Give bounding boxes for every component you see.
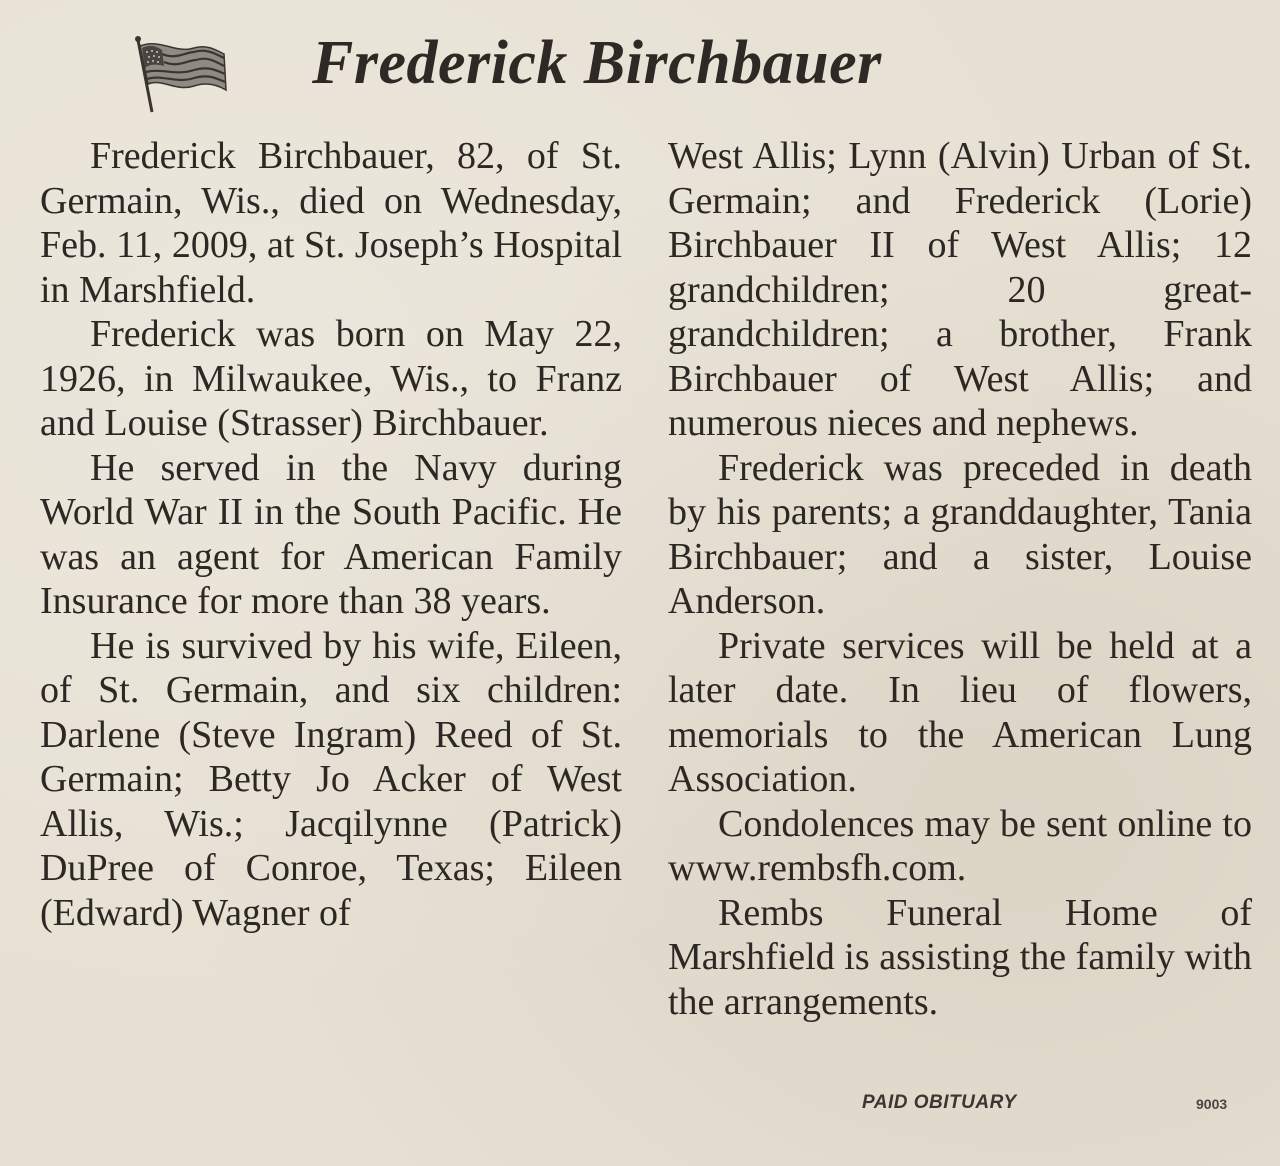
right-column xyxy=(668,134,1252,1024)
paid-obituary-label: PAID OBITUARY xyxy=(862,1092,1017,1113)
paragraph: Frederick was born on May 22, 1926, in Milwaukee, Wis., to Franz and Louise (Strasser) Birchbauer. xyxy=(40,313,622,444)
paragraph: Rembs Funeral Home of Marshfield is assisting the family with the arrangements. xyxy=(668,891,1252,1023)
obituary-title: Frederick Birchbauer xyxy=(312,29,882,97)
left-column xyxy=(40,134,622,935)
american-flag-icon xyxy=(132,32,228,118)
paragraph: Private services will be held at a later date. In lieu of flowers, memorials to the American Lung Association. xyxy=(668,624,1252,800)
paragraph: He served in the Navy during World War II in the South Pacific. He was an agent for American Family Insurance for more than 38 years. xyxy=(40,446,622,622)
paragraph: He is survived by his wife, Eileen, of St. Germain, and six children: Darlene (Steve Ingram) Reed of St. Germain; Betty Jo Acker of West Allis, Wis.; Jacqilynne (Patrick) DuPree of Conroe, Texas; Eileen (Edward) Wagner of xyxy=(40,624,622,934)
paragraph: West Allis; Lynn (Alvin) Urban of St. Germain; and Frederick (Lorie) Birchbauer II of West Allis; 12 grandchildren; 20 great-grandchildren; a brother, Frank Birchbauer of West Allis; and numerous nieces and nephews. xyxy=(668,135,1252,444)
obituary-footer xyxy=(0,1092,1280,1122)
paragraph: Frederick was preceded in death by his parents; a granddaughter, Tania Birchbauer; and a sister, Louise Anderson. xyxy=(668,446,1252,622)
ad-code: 9003 xyxy=(1196,1096,1228,1112)
obituary-header xyxy=(0,22,1280,112)
paragraph: Frederick Birchbauer, 82, of St. Germain, Wis., died on Wednesday, Feb. 11, 2009, at St. Joseph’s Hospital in Marshfield. xyxy=(40,135,622,311)
paragraph: Condolences may be sent online to www.rembsfh.com. xyxy=(668,802,1252,889)
